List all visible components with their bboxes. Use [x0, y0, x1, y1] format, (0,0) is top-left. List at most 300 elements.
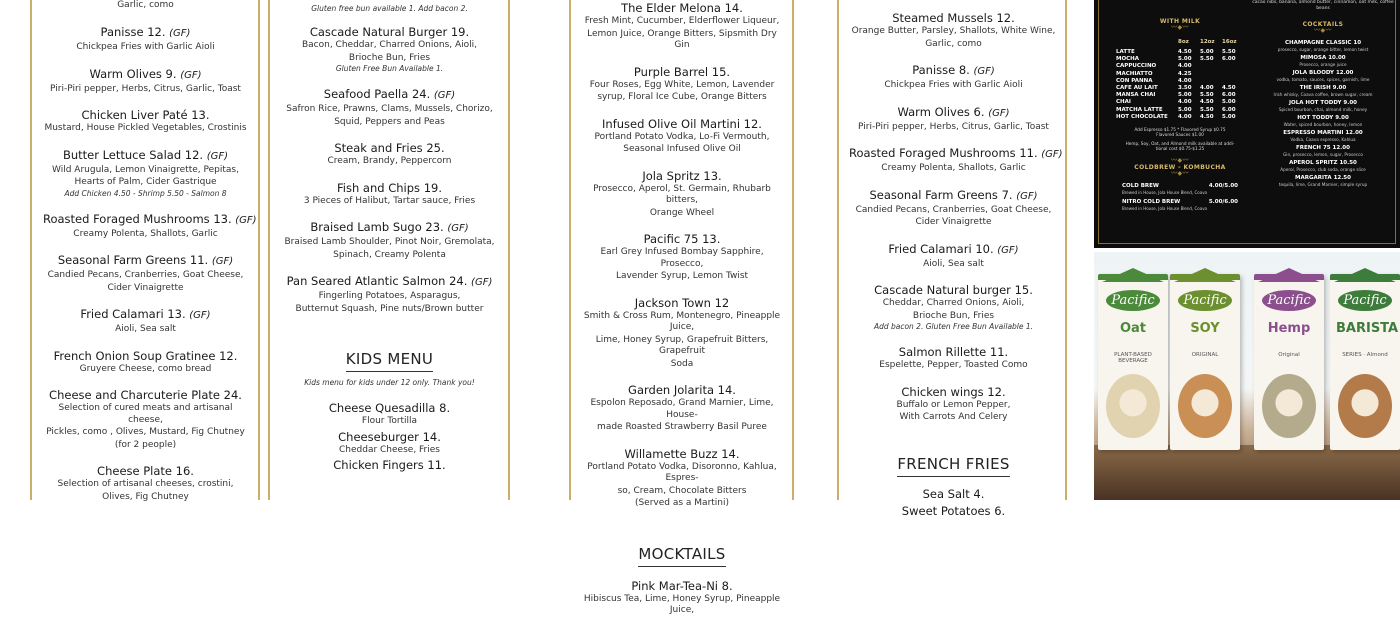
item-description: Fresh Mint, Cucumber, Elderflower Liqueur, — [584, 16, 780, 26]
item-price: 9. — [165, 66, 177, 81]
gold-border-line — [268, 0, 270, 500]
menu-item — [35, 148, 256, 199]
cocktails-title: COCKTAILS — [1302, 21, 1344, 28]
item-price: 10. — [975, 241, 994, 256]
item-price: 25. — [426, 141, 445, 155]
drink-price: 4.00 — [1178, 63, 1192, 70]
cocktail-row — [1250, 115, 1396, 122]
coldbrew-title: COLDBREW - KOMBUCHA — [1134, 163, 1226, 171]
item-name: Infused Olive Oil Martini — [602, 116, 741, 131]
milk-drink-row — [1116, 85, 1244, 92]
drink-price: 5.00 — [1178, 106, 1192, 113]
milk-drink-row — [1116, 78, 1244, 85]
menu-item-name — [849, 11, 1058, 25]
item-name: Warm Olives — [897, 104, 970, 119]
menu-stack — [841, 11, 1066, 521]
item-description: Hibiscus Tea, Lime, Honey Syrup, Pineapple Juice, — [583, 593, 781, 615]
cocktails-column — [1250, 0, 1396, 190]
menu-item — [272, 401, 507, 428]
menu-item — [35, 253, 256, 294]
menu-item-name — [43, 307, 248, 323]
gluten-free-tag: (GF) — [447, 223, 469, 234]
milk-carton — [1170, 274, 1240, 450]
item-price: 13. — [702, 232, 721, 246]
drink-price: 4.50 — [1200, 113, 1214, 120]
drink-price: 5.50 — [1200, 56, 1214, 63]
item-name: Purple Barrel — [633, 64, 709, 79]
menu-item-name — [280, 274, 499, 290]
menu-item — [841, 345, 1066, 372]
carton-artwork — [1178, 374, 1232, 438]
item-description: Wild Arugula, Lemon Vinaigrette, Pepitas, — [52, 164, 239, 175]
milk-drink-row — [1116, 56, 1244, 63]
item-note: Add bacon 2. Gluten Free Bun Available 1. — [873, 322, 1034, 331]
ornament-icon: 〰◆〰 — [1171, 156, 1189, 164]
menu-item-name — [849, 188, 1058, 204]
spacer — [272, 14, 507, 25]
cocktail-name: APEROL SPRITZ — [1289, 160, 1338, 166]
menu-item — [573, 117, 791, 156]
drink-price: 3.50 — [1178, 85, 1192, 92]
spacer — [272, 207, 507, 220]
menu-stack — [35, 0, 256, 516]
drink-price: 4.25 — [1178, 70, 1192, 77]
item-name: Sweet Potatoes — [901, 503, 991, 518]
coldbrew-price: 4.00/5.00 — [1208, 182, 1238, 189]
spacer — [573, 156, 791, 169]
item-description: (Served as a Martini) — [634, 498, 730, 508]
board-note — [1116, 127, 1244, 152]
spacer — [841, 424, 1066, 446]
kids-menu-heading: KIDS MENU — [346, 350, 433, 372]
item-price: 23. — [425, 220, 444, 234]
menu-item — [272, 274, 507, 315]
wooden-table — [1094, 445, 1400, 500]
gluten-free-tag: (GF) — [169, 28, 191, 39]
drink-name: MANSA CHAI — [1116, 92, 1156, 99]
spacer — [35, 240, 256, 253]
cocktail-price: 12.00 — [1332, 145, 1350, 151]
carton-brand: Pacific — [1178, 290, 1232, 311]
menu-item — [35, 464, 256, 503]
milk-drink-row — [1116, 107, 1244, 114]
item-description: Smith & Cross Rum, Montenegro, Pineapple Juice, — [583, 310, 781, 332]
spacer — [573, 104, 791, 117]
gluten-free-tag: (GF) — [471, 277, 493, 288]
milk-drink-row — [1116, 49, 1244, 56]
item-description: Pickles, como , Olives, Mustard, Fig Chutney — [46, 427, 245, 437]
milk-drink-row — [1116, 63, 1244, 70]
mocktails-heading-wrap — [573, 544, 791, 567]
drink-price: 4.50 — [1200, 99, 1214, 106]
spacer — [35, 375, 256, 388]
carton-top — [1254, 268, 1324, 282]
menu-item-name — [43, 464, 248, 478]
drink-name: MATCHA LATTE — [1116, 106, 1163, 113]
cocktail-price: 9.00 — [1332, 85, 1347, 91]
item-name: Butter Lettuce Salad — [62, 147, 182, 162]
drink-price: 4.50 — [1222, 85, 1236, 92]
item-price: 24. — [411, 87, 431, 101]
gold-border-line — [508, 0, 510, 500]
kids-menu-note: Kids menu for kids under 12 only. Thank you! — [304, 378, 475, 387]
with-milk-heading — [1116, 18, 1244, 31]
item-description: Bacon, Cheddar, Charred Onions, Aioli, — [301, 40, 478, 50]
item-name: Fried Calamari — [888, 241, 972, 256]
carton-label: SOY — [1190, 321, 1220, 336]
item-name: Panisse — [100, 25, 144, 39]
carton-brand: Pacific — [1338, 290, 1392, 311]
carton-artwork — [1106, 374, 1160, 438]
spacer — [272, 168, 507, 181]
menu-item-name — [581, 383, 783, 397]
cocktail-price: 12.00 — [1345, 130, 1363, 136]
item-price: 12. — [987, 384, 1006, 399]
item-name: The Elder Melona — [621, 1, 721, 15]
coldbrew-name: NITRO COLD BREW — [1122, 198, 1181, 205]
item-description: Brioche Bun, Fries — [348, 52, 431, 63]
gluten-free-tag: (GF) — [189, 310, 211, 321]
cocktail-desc: Spiced bourbon, chai, almond milk, honey — [1278, 107, 1368, 112]
menu-item — [35, 349, 256, 376]
kids-list — [272, 401, 507, 474]
item-description: syrup, Floral Ice Cube, Orange Bitters — [597, 92, 767, 102]
item-price: 12. — [219, 348, 238, 363]
menu-item — [841, 283, 1066, 332]
item-price: 14. — [724, 1, 743, 15]
item-description: Olives, Fig Chutney — [102, 491, 189, 502]
menu-item-name — [581, 117, 783, 131]
size-12oz: 12oz — [1200, 39, 1215, 45]
cocktail-name: ESPRESSO MARTINI — [1283, 130, 1344, 136]
item-name: Jackson Town — [634, 295, 711, 310]
item-description: Braised Lamb Shoulder, Pinot Noir, Gremolata, — [284, 237, 495, 247]
item-description: Flour Tortilla — [361, 416, 418, 426]
spacer — [573, 510, 791, 536]
item-name: Steak and Fries — [334, 141, 423, 155]
coldbrew-desc: Brewed in House, Jola House Blend, Coava — [1122, 189, 1208, 195]
with-milk-title: WITH MILK — [1159, 18, 1201, 25]
spacer — [272, 387, 507, 401]
item-description: 3 Pieces of Halibut, Tartar sauce, Fries — [303, 195, 476, 206]
item-description: Squid, Peppers and Peas — [334, 116, 445, 127]
ornament-icon: 〰◆〰 — [1171, 24, 1189, 31]
menu-item — [841, 487, 1066, 501]
item-name: Cheese and Charcuterie Plate — [49, 388, 220, 402]
item-name: Cascade Natural burger — [874, 283, 1011, 297]
ornament-icon: 〰◆〰 — [1314, 27, 1332, 34]
item-description: With Carrots And Celery — [899, 412, 1008, 422]
item-description: Mustard, House Pickled Vegetables, Crostinis — [44, 123, 247, 133]
menu-item — [841, 105, 1066, 134]
milk-drink-row — [1116, 114, 1244, 121]
menu-item — [272, 181, 507, 208]
menu-item-name — [581, 447, 783, 461]
item-name: French Onion Soup Gratinee — [53, 348, 216, 363]
item-name: Fish and Chips — [337, 180, 421, 195]
cocktail-desc: Gin, prosecco, lemon, sugar, Prosecco — [1283, 152, 1363, 157]
item-name: Pink Mar-Tea-Ni — [631, 578, 719, 593]
spacer — [841, 92, 1066, 105]
milk-drink-row — [1116, 99, 1244, 106]
cocktail-price: 12.00 — [1335, 70, 1354, 76]
spacer — [35, 503, 256, 516]
item-description: Orange Butter, Parsley, Shallots, White Wine, — [851, 26, 1056, 36]
item-name: Salmon Rillette — [898, 345, 987, 359]
cocktail-name: CHAMPAGNE CLASSIC — [1284, 40, 1352, 46]
drink-price: 5.00 — [1222, 113, 1236, 120]
menu-item — [573, 447, 791, 510]
gluten-free-tag: (GF) — [433, 90, 456, 101]
gluten-free-tag: (GF) — [997, 244, 1019, 256]
note-line: Add Espresso $1.75 * Flavored Syrup $0.75 — [1134, 127, 1226, 133]
item-description: Cider Vinaigrette — [915, 217, 992, 227]
drink-price — [1222, 71, 1244, 78]
menu-item-name — [581, 169, 783, 183]
cocktail-row — [1250, 55, 1396, 62]
menu-item — [35, 67, 256, 96]
cocktail-price: 9.00 — [1335, 115, 1349, 121]
carton-label: BARISTA — [1336, 321, 1399, 336]
drink-price: 4.00 — [1178, 99, 1192, 106]
cocktail-desc: Irish whisky, Coava coffee, brown sugar, cream — [1273, 92, 1373, 97]
menu-item-name — [581, 65, 783, 79]
cocktail-desc: Vodka, Coava espresso, Kahlua — [1290, 137, 1356, 142]
french-fries-heading: FRENCH FRIES — [897, 455, 1009, 477]
coffee-drinks-board — [1094, 0, 1400, 248]
item-description: Cider Vinaigrette — [107, 282, 184, 293]
spacer — [272, 261, 507, 274]
spacer — [841, 372, 1066, 385]
item-price: 24. — [223, 388, 242, 402]
menu-item-name — [280, 25, 499, 39]
coldbrew-heading — [1116, 158, 1244, 177]
menu-stack — [272, 0, 507, 474]
drink-price — [1200, 71, 1222, 78]
item-price: 13. — [191, 108, 210, 122]
carton-artwork — [1338, 374, 1392, 438]
item-price: 8. — [439, 401, 451, 415]
item-name: Roasted Foraged Mushrooms — [43, 211, 210, 226]
item-price: 11. — [427, 458, 446, 472]
spacer — [573, 219, 791, 232]
item-description: Gruyere Cheese, como bread — [79, 363, 212, 374]
spacer — [841, 50, 1066, 63]
item-name: Warm Olives — [89, 66, 162, 81]
gluten-free-tag: (GF) — [973, 66, 995, 77]
menu-item-name — [280, 87, 499, 103]
drink-price: 4.00 — [1178, 113, 1192, 120]
coldbrew-desc: Brewed in House, Jola House Blend, Coava — [1122, 205, 1208, 211]
drink-price: 5.50 — [1222, 49, 1236, 55]
cocktail-price: 10.50 — [1339, 160, 1357, 166]
gluten-free-tag: (GF) — [988, 107, 1010, 119]
item-description: Piri-Piri pepper, Herbs, Citrus, Garlic, Toast — [858, 121, 1049, 132]
menu-item-name — [849, 487, 1058, 501]
item-price: 14. — [422, 429, 441, 444]
carton-top — [1098, 268, 1168, 282]
cocktail-name: THE IRISH — [1299, 85, 1331, 91]
size-8oz: 8oz — [1178, 39, 1189, 45]
item-price: 12. — [147, 25, 166, 39]
appetizers-panel-left — [0, 0, 262, 500]
menu-item — [35, 212, 256, 241]
spacer — [35, 294, 256, 307]
cocktail-row — [1250, 145, 1396, 152]
menu-item — [841, 63, 1066, 92]
item-description: Lime, Honey Syrup, Grapefruit Bitters, Grapefruit — [595, 334, 769, 356]
cocktail-name: FRENCH 75 — [1296, 145, 1331, 151]
cocktail-name: HOT TODDY — [1297, 115, 1334, 121]
happy-hour-panel — [827, 0, 1090, 518]
item-name: Willamette Buzz — [624, 446, 718, 461]
cocktail-desc: Prosecco, orange juice — [1299, 62, 1347, 67]
ornament-icon: 〰◆〰 — [1171, 169, 1189, 177]
menu-item — [573, 232, 791, 283]
menu-item — [841, 146, 1066, 175]
item-description: Candied Pecans, Cranberries, Goat Cheese, — [855, 204, 1052, 215]
item-description: Prosecco, Aperol, St. Germain, Rhubarb bitters, — [593, 183, 771, 205]
item-description: Creamy Polenta, Shallots, Garlic — [881, 163, 1026, 173]
cocktail-price: 9.00 — [1343, 100, 1357, 106]
cocktail-name: MIMOSA — [1300, 55, 1327, 61]
carton-label: Oat — [1119, 321, 1147, 336]
spacer — [272, 128, 507, 141]
menu-item-name — [849, 504, 1058, 518]
cocktail-row — [1250, 175, 1396, 182]
item-price: 12 — [714, 295, 730, 310]
milk-carton — [1254, 274, 1324, 450]
cocktail-name: JOLA BLOODY — [1292, 70, 1335, 76]
entrees-panel — [262, 0, 537, 500]
menu-item — [841, 242, 1066, 271]
menu-item-name — [849, 63, 1058, 79]
item-description: Orange Wheel — [649, 207, 715, 218]
item-price: 12. — [743, 116, 762, 131]
item-description: Cheddar Cheese, Fries — [339, 444, 440, 455]
item-price: 19. — [450, 25, 470, 39]
item-name: Panisse — [912, 63, 956, 77]
size-16oz: 16oz — [1222, 39, 1237, 45]
cocktail-row — [1250, 130, 1396, 137]
item-price: 13. — [703, 168, 722, 183]
item-description: (for 2 people) — [114, 439, 177, 450]
item-description: Portland Potato Vodka, Disoronno, Kahlua, Espres- — [587, 461, 777, 483]
menu-item-name — [581, 232, 783, 246]
item-description: so, Cream, Chocolate Bitters — [617, 485, 747, 496]
item-name: Chicken Fingers — [333, 458, 424, 472]
drink-name: CAFE AU LAIT — [1116, 85, 1158, 92]
item-description: Four Roses, Egg White, Lemon, Lavender — [589, 79, 775, 90]
drink-name: HOT CHOCOLATE — [1116, 113, 1168, 120]
menu-item-name — [43, 388, 248, 402]
item-description: Garlic, como — [925, 38, 982, 49]
menu-topline: Garlic, como — [117, 0, 174, 10]
cocktail-desc: Water, spiced bourbon, honey, lemon — [1283, 122, 1363, 127]
spacer — [841, 133, 1066, 146]
item-description: Aioli, Sea salt — [923, 258, 984, 269]
drink-price: 6.00 — [1222, 92, 1236, 99]
item-description: Espolon Reposado, Grand Marnier, Lime, House- — [590, 398, 774, 420]
item-description: Brioche Bun, Fries — [912, 310, 995, 321]
menu-item-name — [43, 148, 248, 164]
item-description: Buffalo or Lemon Pepper, — [896, 399, 1011, 410]
item-price: 6. — [994, 503, 1006, 518]
item-price: 11. — [1019, 146, 1038, 160]
item-description: Selection of cured meats and artisanal cheese, — [58, 403, 233, 425]
menu-item — [35, 108, 256, 135]
plant-milk-cartons-photo — [1094, 252, 1400, 500]
menu-item — [841, 385, 1066, 424]
fries-list — [841, 487, 1066, 521]
spacer — [35, 451, 256, 464]
item-price: 6. — [973, 104, 985, 119]
menu-item — [573, 296, 791, 371]
cocktail-desc: tequila, lime, Grand Marnier, simple syrup — [1278, 182, 1368, 187]
drink-price — [1200, 63, 1222, 70]
coldbrew-name: COLD BREW — [1122, 182, 1159, 189]
menu-stack — [573, 1, 791, 630]
gold-border-line — [569, 0, 571, 500]
spacer — [573, 52, 791, 65]
item-price: 14. — [721, 446, 740, 461]
item-price: 14. — [717, 383, 736, 397]
gluten-free-tag: (GF) — [206, 150, 229, 162]
milk-drinks-column — [1116, 0, 1244, 215]
menu-item — [573, 1, 791, 52]
drink-name: LATTE — [1116, 49, 1135, 55]
menu-topline: Gluten free bun available 1. Add bacon 2. — [311, 4, 468, 13]
menu-item-name — [43, 67, 248, 83]
spacer — [35, 95, 256, 108]
smoothie-desc: cacao nibs, banana, almond butter, cinnamon, oat milk, coffee beans — [1252, 0, 1394, 11]
menu-item — [35, 388, 256, 451]
item-description: Lemon Juice, Orange Bitters, Sipsmith Dry Gin — [587, 28, 777, 50]
drink-name: CON PANNA — [1116, 77, 1153, 84]
item-description: Portland Potato Vodka, Lo-Fi Vermouth, — [594, 131, 770, 142]
note-line: Flavored Sauces $1.00 — [1156, 132, 1204, 138]
menu-item-name — [849, 283, 1058, 297]
menu-item-name — [849, 105, 1058, 121]
menu-item-name — [280, 220, 499, 236]
gold-border-line — [837, 0, 839, 500]
item-description: Fingerling Potatoes, Asparagus, — [318, 291, 461, 301]
spacer — [841, 518, 1066, 521]
drink-name: CAPPUCCINO — [1116, 63, 1157, 70]
item-description: Hearts of Palm, Cider Gastrique — [74, 177, 217, 187]
item-price: 4. — [973, 486, 985, 501]
item-price: 7. — [1001, 187, 1013, 202]
item-note: Gluten Free Bun Available 1. — [335, 64, 444, 73]
item-name: Seasonal Farm Greens — [869, 187, 998, 202]
menu-item-name — [849, 242, 1058, 258]
milk-drink-row — [1116, 92, 1244, 99]
menu-item-name — [849, 345, 1058, 359]
cocktail-price: 10.00 — [1328, 55, 1346, 61]
menu-item — [573, 65, 791, 104]
menu-item-name — [43, 349, 248, 363]
cocktails-heading — [1250, 21, 1396, 34]
item-description: Selection of artisanal cheeses, crostini, — [57, 479, 234, 489]
milk-drinks-list — [1116, 49, 1244, 121]
spacer — [573, 617, 791, 630]
gluten-free-tag: (GF) — [211, 256, 234, 267]
carton-top — [1330, 268, 1400, 282]
drink-price: 4.00 — [1200, 85, 1214, 92]
drink-price: 5.50 — [1200, 92, 1214, 99]
cocktail-row — [1250, 100, 1396, 107]
item-price: 8. — [721, 578, 733, 593]
